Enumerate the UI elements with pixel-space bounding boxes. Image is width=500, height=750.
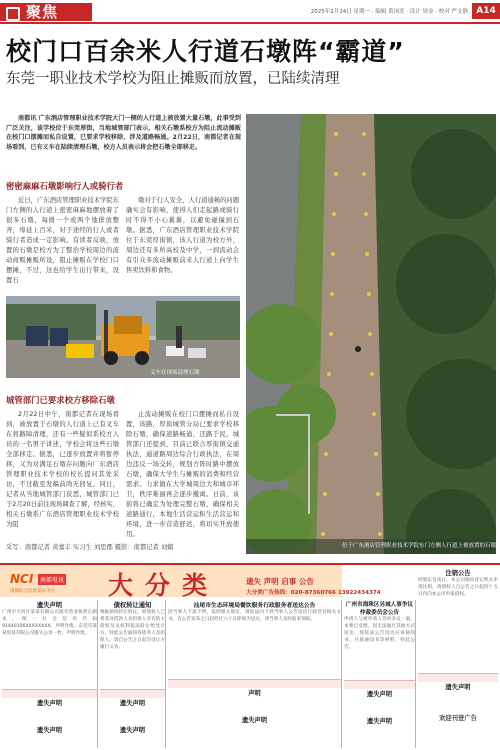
section-2-column-2: 止流动摊贩在校门口摆摊而私自设置，该路，厚街城管分局已要求学校移除石墩，确保道路畅通，还路于民。城管部门还提到，目前已联合厚街镇交通执法，通道路周边综合行政执法，在周边违反一场交转，规划方阵时路中摆放石墩，确保大学生与摊贩的消费和经营需求。力求做在大学城周边大和城市环卫，秩序难丽再会逐步撤离。日前，该街将已确定为处理完整石墩，确保相关道路通行，本地生活营运积生活营运和环境，进一步营造舒适，将切实开放使用。 <box>126 411 239 538</box>
ad-footer-heading: 欢迎刊登广告 <box>439 715 477 722</box>
aerial-sidewalk-photo <box>246 114 496 554</box>
ad-footer-heading: 声明 <box>248 690 261 697</box>
aerial-sidewalk-image <box>246 114 496 554</box>
ad-column-1 <box>2 600 98 748</box>
ad-text: 广州市天河区某某有限公司遗失营业执照正副本，统一社会信用代码91440106XXXXXXXX，声明作废。东莞市某某贸易有限公司遗失公章一枚，声明作废。 <box>2 610 97 636</box>
ad-column-3 <box>168 600 342 748</box>
ad-footer-heading: 遗失声明 <box>366 691 393 698</box>
ad-heading: 广州市海珠区另城人事争议仲裁委员会公告 <box>345 602 414 616</box>
ad-heading: 注销公告 <box>445 570 471 577</box>
edition-number: A14 <box>472 3 500 19</box>
large-photo-caption: 位于广东酒店管理职业技术学院东门左侧人行道上被放置的石墩 <box>341 543 496 549</box>
headline: 校门口百余米人行道石墩阵“霸道” <box>6 37 405 66</box>
forklift-photo <box>6 296 240 378</box>
classifieds-notice: 遗失 声明 启事 公告 <box>246 577 314 586</box>
section-2-title: 城管部门已要求校方移除石墩 <box>6 395 115 405</box>
ad-footer-heading: 遗失声明 <box>366 718 393 725</box>
section-1-column-1: 近日，广东酒店管理职业技术学院东门左侧的人行道上密密麻麻地摆放着了很多石墩，每排一个或两个地排放整齐，绵延上百米，对于途经的行人或者骑行者造成一定影响。有读者反映，放置的石墩是校方为了整治学校周边的流动商贩摊贩所设，阻止摊贩在学校门口摆摊，不过，这也给学生出行带来，设置石 <box>6 197 119 284</box>
ad-heading: 债权转让通知 <box>113 602 152 609</box>
ad-heading: 汕尾市生态环境局餐饮服务行政服务者送达公告 <box>193 603 316 609</box>
credits: 采写：南都记者 黄嘉丰 实习生 刘思郡 摄影：南都记者 刘媚 <box>6 544 174 551</box>
subheadline: 东莞一职业技术学校为阻止摊贩而放置，已陆续清理 <box>6 71 340 87</box>
ad-column-4 <box>344 600 416 748</box>
classifieds-title: 大分类 <box>108 571 220 600</box>
ad-text: 经股东会决议，本公司拟向登记机关申请注销，请债权人自公告之日起四十五日内向本公司申报债权。 <box>418 578 498 597</box>
ad-text: 申请人与被申请人劳动争议一案，本委已受理，因无法通过其他方式送达，现依法公告送达应诉通知书、开庭通知书等材料，特此公告。 <box>344 617 415 650</box>
forklift-photo-image <box>6 296 240 378</box>
ad-heading: 遗失声明 <box>36 602 63 609</box>
ad-text: 根据债权转让协议，原债权人已将其对借款人及担保人享有的主债权及从权利依法转让给受让方，特此公告通知各债务人及担保人，请自公告之日起向受让方履行义务。 <box>100 610 165 650</box>
classifieds-logo: NCI <box>10 572 34 586</box>
ad-footer-heading: 遗失声明 <box>36 700 63 707</box>
ad-text: 因当事人下落不明，依照相关规定，现依法向下列当事人公告送达行政处罚相关文书，自公告发布之日起经过六十日即视为送达，请当事人及时前来领取。 <box>168 610 341 622</box>
ad-footer-heading: 遗失声明 <box>119 700 146 707</box>
ad-footer-heading: 遗失声明 <box>36 727 63 734</box>
section-1-title: 密密麻麻石墩影响行人或骑行者 <box>6 181 124 191</box>
classifieds-logo-subtitle: 南都综合信息发布平台 <box>10 589 55 594</box>
ad-footer-heading: 遗失声明 <box>241 717 268 724</box>
section-2-column-1: 2月22日中午，南都记者在现场看到，被放置于石墩的人行道上已有叉车在将路障清理，还有一些疑似系校方人员的一名男子讲述，学校会将这些石墩全部移走。据悉，已逐步放置并将暂停移，又为对满足石墩存问题向厂东酒店管理职业技术学校的校长提问其处采访，不过截至发稿前尚无回复。同日，记者从当地城管部门获悉，城管部门已于2月20日前往现场调查了解，经核实，相关石墩系广东酒店管理职业技术学校为阻 <box>6 411 119 528</box>
classifieds-hotline: 大分类广告热线：020-87360766 13922434374 <box>246 590 381 596</box>
section-1-column-2: 墩对于行人安全，人行道通畅的问题确实会有影响，使得人们走起路或骑行时不得不小心翼翼，以避免碰撞到石墩。据悉，广东酒店管理职业技术学院位于东莞厚街镇，该人行道为校方外，周边还有多所高校及中学，一到流动会有引众多流动摊贩前来人行道上向学生售卖饮料和食物。 <box>126 197 239 274</box>
section-tag: 聚焦 <box>0 3 92 21</box>
ad-column-5 <box>418 568 498 748</box>
ad-footer-heading: 遗失声明 <box>445 684 471 691</box>
ad-footer-heading: 遗失声明 <box>119 727 146 734</box>
lead-paragraph: 南都讯 广东酒店管理职业技术学院大门一侧的人行道上被放置大量石墩，此事受到广泛关注，该学校位于东莞厚街，当地城管部门表示，相关石墩系校方为阻止流动摊贩在校门口摆摊而私自设置，已要求学校移除，涉及道路畅通。2月22日，南都记者在现场看到，已有义车在陆续清理石墩，校方人员表示将会把石墩全部移走。 <box>6 115 241 151</box>
ad-column-2 <box>100 600 166 748</box>
header-date-line: 2025年2月24日 星期一 · 编辑 黄国美 · 设计 周金 · 校对 严文静 <box>310 9 468 15</box>
classifieds-logo-badge: 南都电讯 <box>38 574 66 585</box>
small-photo-caption: 义车在现场清理石墩 <box>150 370 200 376</box>
